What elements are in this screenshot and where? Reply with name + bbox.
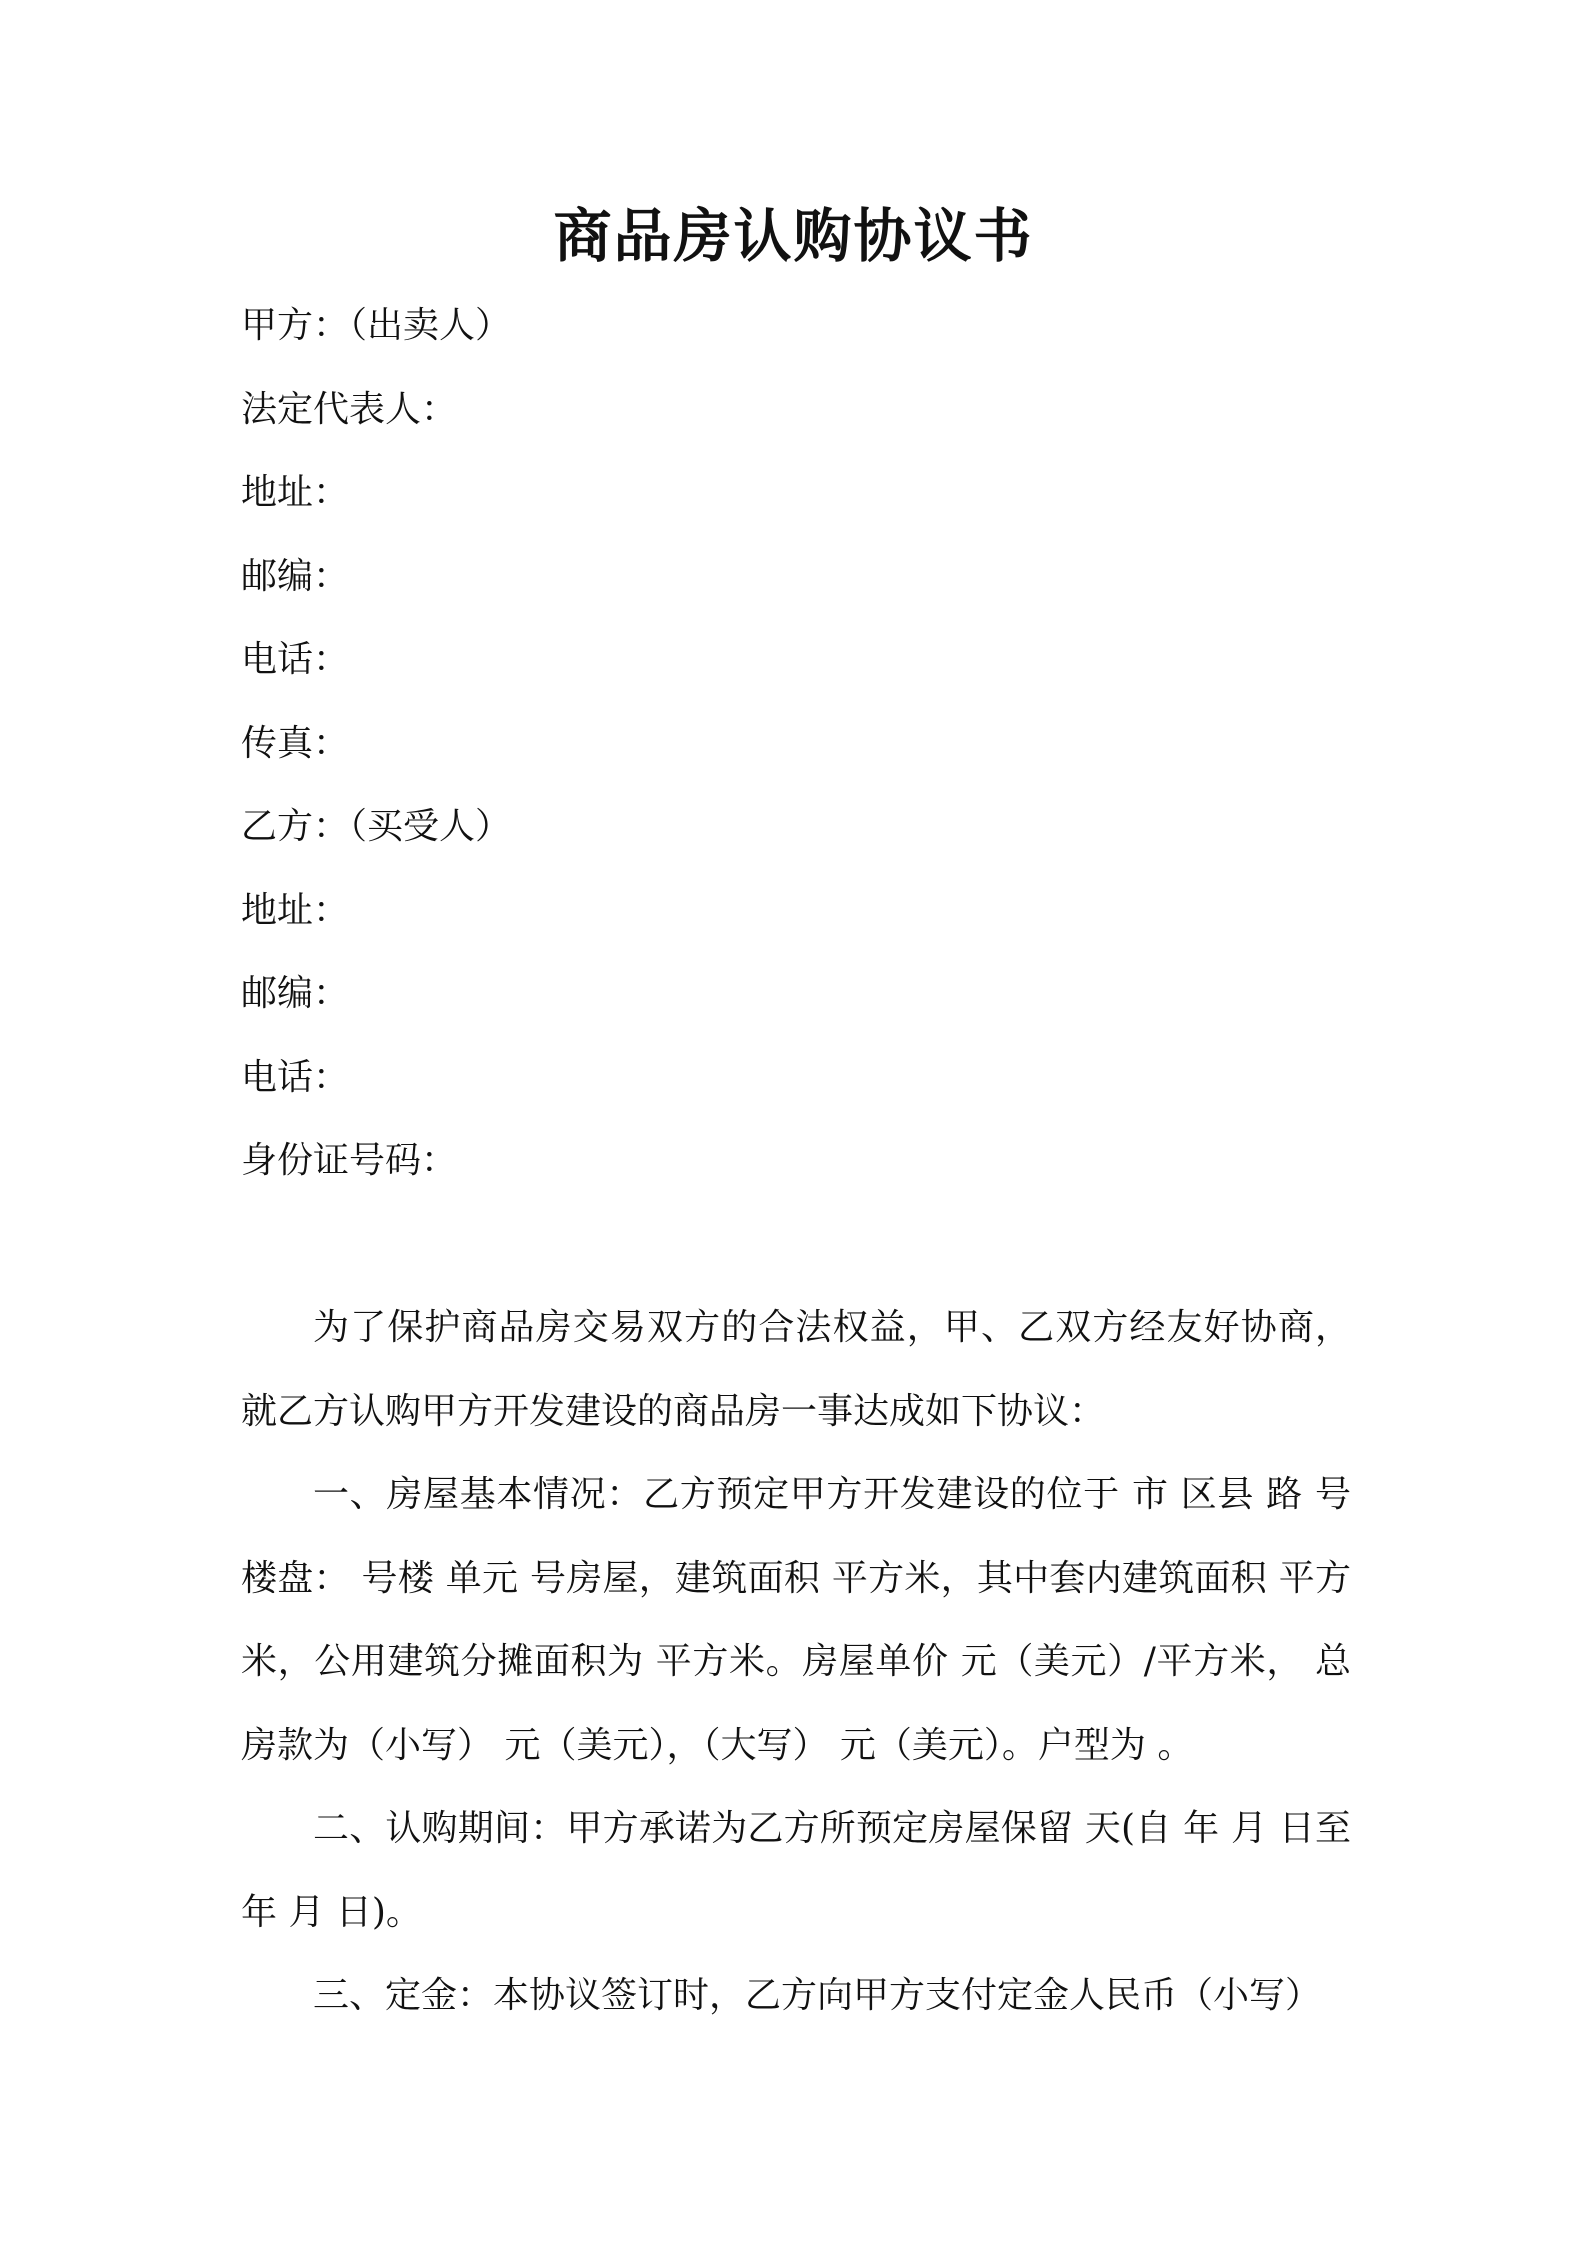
seller-address-label: 地址： (241, 472, 350, 513)
buyer-postcode-label: 邮编： (241, 973, 350, 1014)
clause-2-subscription-period: 二、认购期间：甲方承诺为乙方所预定房屋保留 天(自 年 月 日至 年 月 日)。 (241, 1808, 1351, 1933)
seller-label: 甲方：（出卖人） (241, 305, 512, 346)
agreement-body (241, 1286, 1351, 2038)
seller-postcode-label: 邮编： (241, 555, 350, 597)
buyer-address-label: 地址： (241, 889, 350, 931)
party-info-list (241, 284, 1351, 1203)
clause-3-deposit: 三、定金：本协议签订时，乙方向甲方支付定金人民币（小写） (313, 1975, 1322, 2016)
document-title: 商品房认购协议书 (553, 202, 1034, 270)
buyer-phone-label: 电话： (241, 1056, 350, 1098)
clause-1-property-info: 一、房屋基本情况：乙方预定甲方开发建设的位于 市 区县 路 号 楼盘： 号楼 单元 号房屋，建筑面积 平方米，其中套内建筑面积 平方米，公用建筑分摊面积为 平方米。房屋单价 元（美元）/平方米， 总房款为（小写） 元（美元），（大写） 元（美元）。户型为 。 (241, 1474, 1351, 1766)
buyer-label: 乙方：（买受人） (241, 806, 512, 847)
legal-representative-label: 法定代表人： (241, 388, 458, 430)
seller-phone-label: 电话： (241, 639, 350, 680)
seller-fax-label: 传真： (241, 722, 350, 764)
buyer-id-number-label: 身份证号码： (241, 1140, 458, 1181)
preamble-paragraph: 为了保护商品房交易双方的合法权益，甲、乙双方经友好协商，就乙方认购甲方开发建设的商品房一事达成如下协议： (241, 1307, 1351, 1432)
